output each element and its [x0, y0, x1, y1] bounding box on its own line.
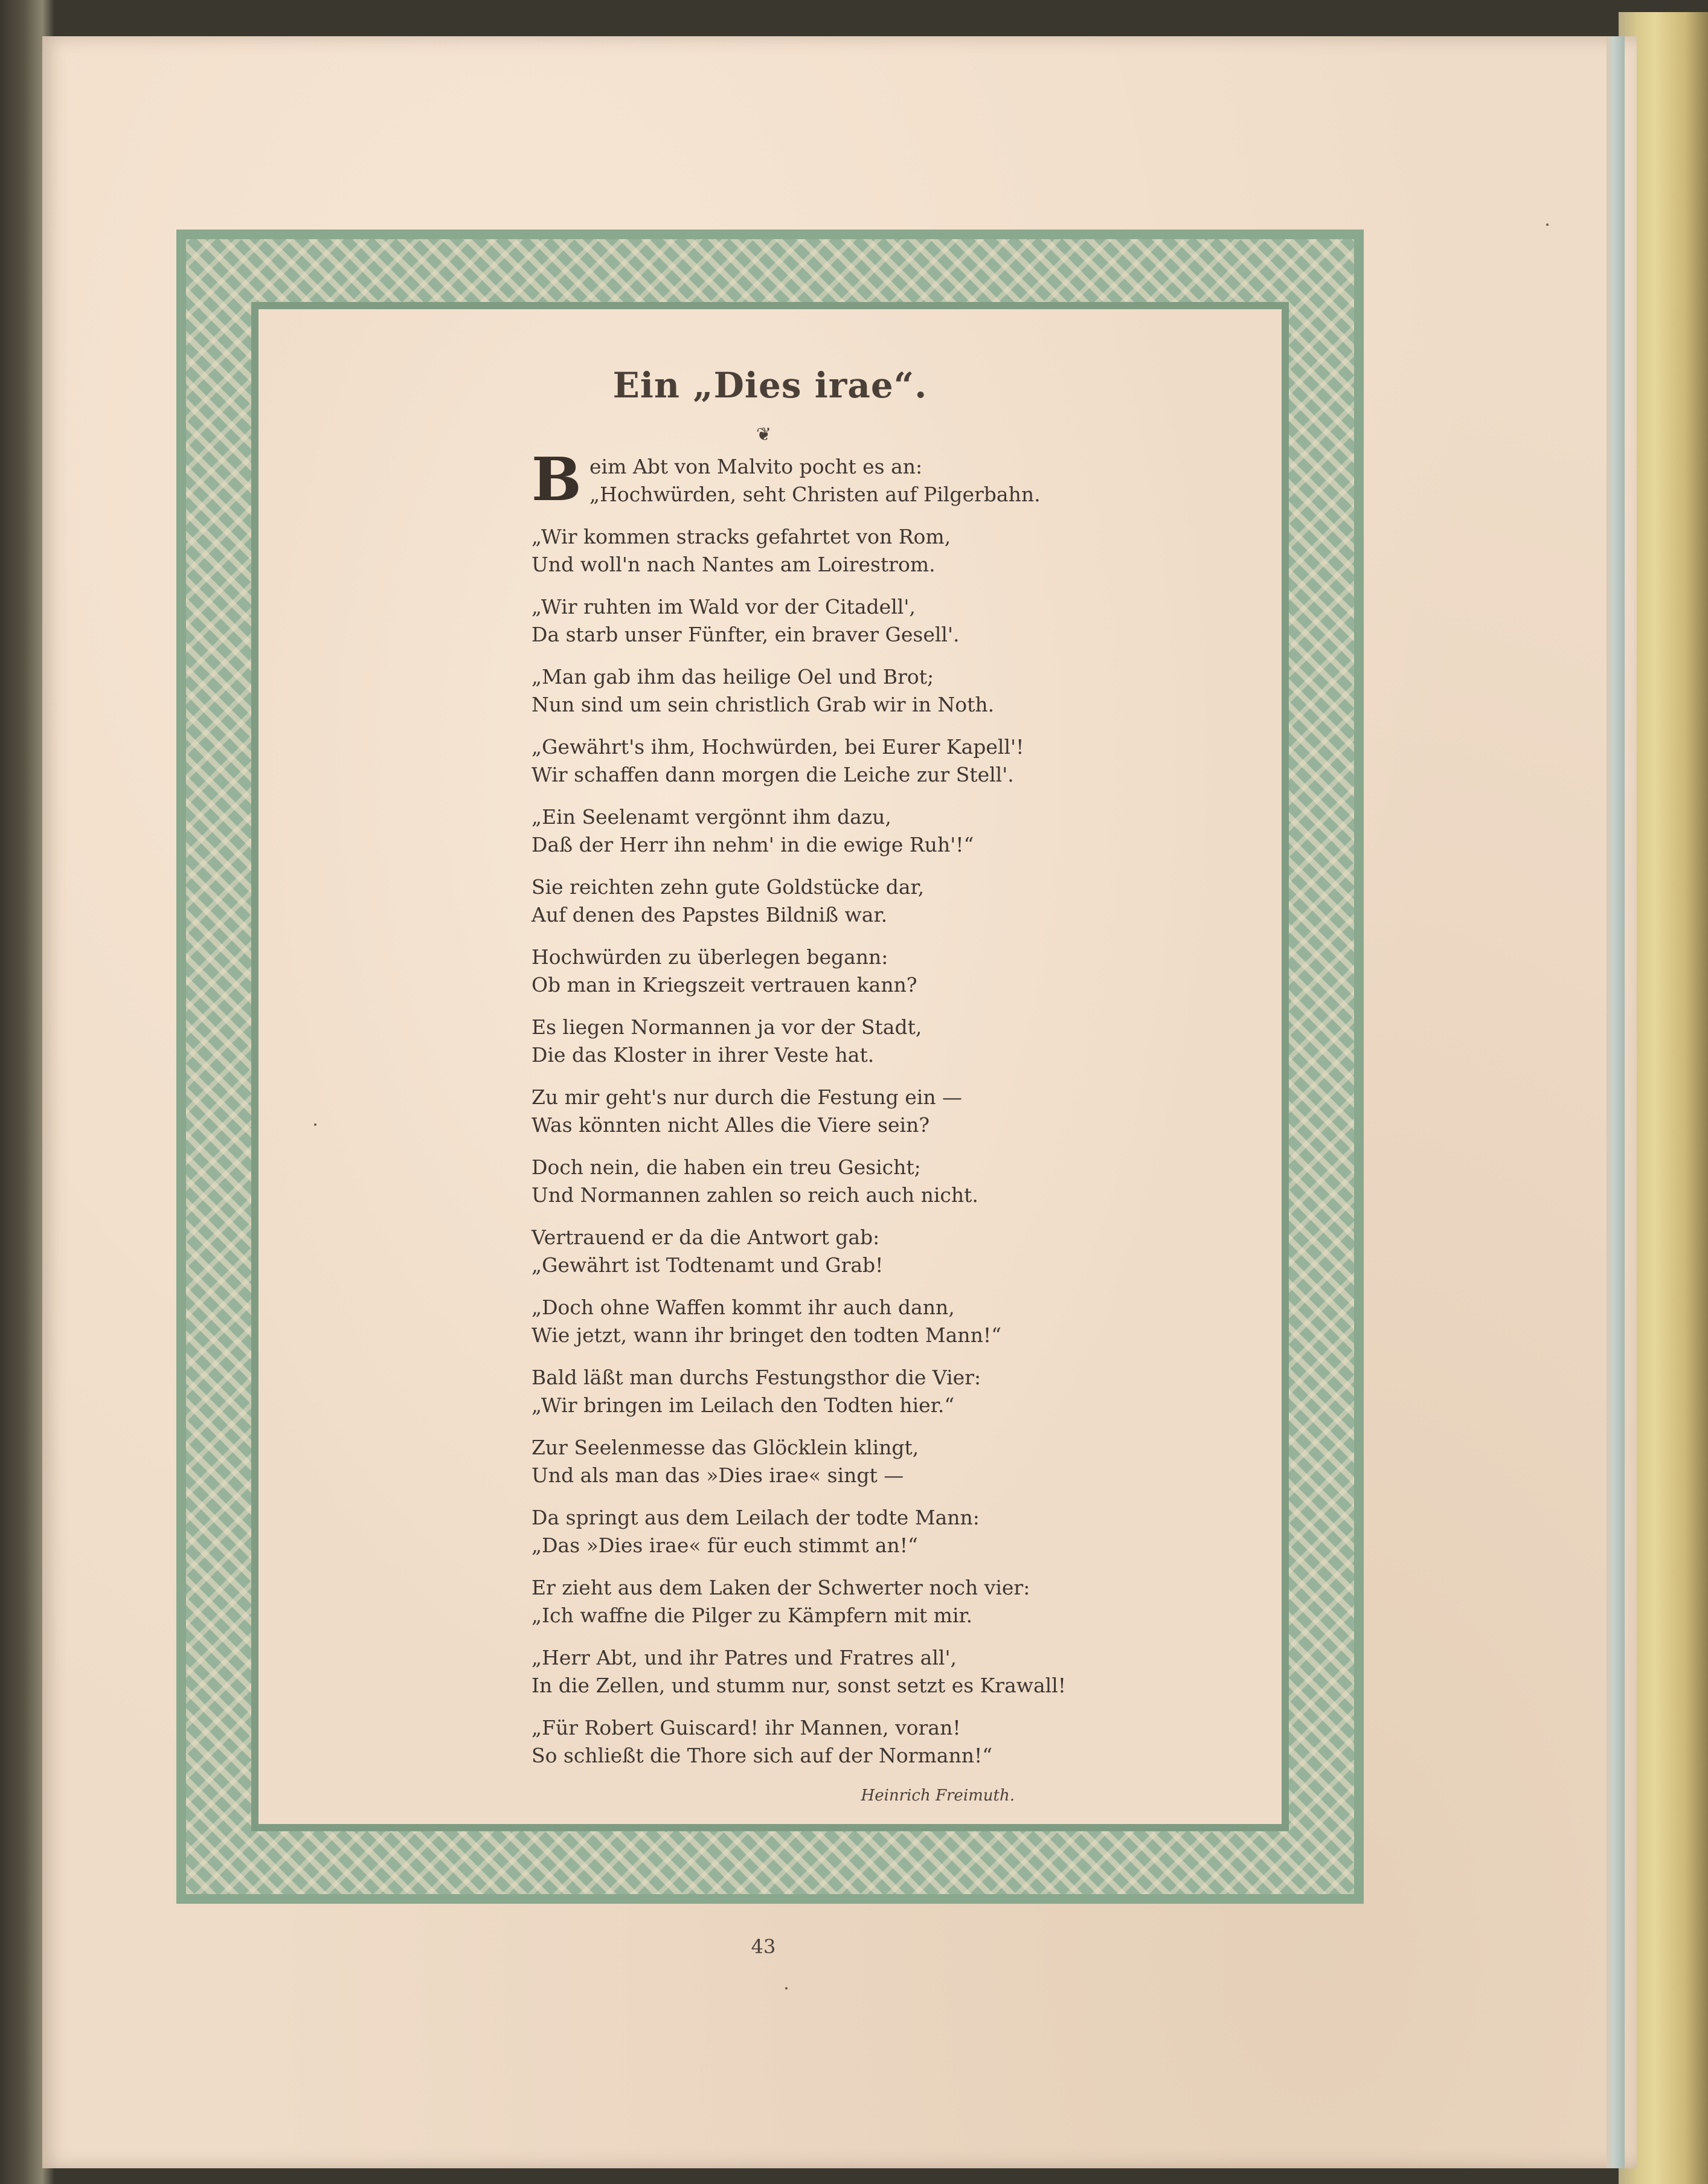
- stanza: [531, 1644, 1075, 1700]
- poem-line: Sie reichten zehn gute Goldstücke dar,: [531, 875, 925, 899]
- stanza: [531, 1504, 1075, 1559]
- poem-line: Die das Kloster in ihrer Veste hat.: [531, 1043, 875, 1067]
- page-number: 43: [751, 1935, 776, 1958]
- paper-spot: [314, 1123, 316, 1126]
- poem-line: „Wir kommen stracks gefahrtet von Rom,: [531, 525, 951, 548]
- poem-line: „Für Robert Guiscard! ihr Mannen, voran!: [531, 1716, 961, 1739]
- poem-line: Was könnten nicht Alles die Viere sein?: [531, 1113, 930, 1137]
- poem-line: „Herr Abt, und ihr Patres und Fratres all',: [531, 1646, 957, 1669]
- poem-line: „Gewährt's ihm, Hochwürden, bei Eurer Kapell'!: [531, 735, 1024, 759]
- poem-line: Ob man in Kriegszeit vertrauen kann?: [531, 973, 917, 997]
- poem-line: „Wir ruhten im Wald vor der Citadell',: [531, 595, 916, 618]
- stanza: [531, 445, 1075, 515]
- poem-line: In die Zellen, und stumm nur, sonst setzt es Krawall!: [531, 1674, 1067, 1697]
- poem-line: Vertrauend er da die Antwort gab:: [531, 1225, 880, 1249]
- poem-title: Ein „Dies irae“.: [612, 365, 928, 406]
- poem-line: „Das »Dies irae« für euch stimmt an!“: [531, 1534, 918, 1557]
- poem-line: Und als man das »Dies irae« singt —: [531, 1463, 904, 1487]
- paper-spot: [1546, 223, 1549, 226]
- poem-line: Hochwürden zu überlegen begann:: [531, 945, 888, 969]
- stanza: [531, 1224, 1075, 1279]
- poem-line: Auf denen des Papstes Bildniß war.: [531, 903, 888, 927]
- poem-line: „Ein Seelenamt vergönnt ihm dazu,: [531, 805, 891, 829]
- poem-line: Er zieht aus dem Laken der Schwerter noch vier:: [531, 1576, 1030, 1599]
- page-stack-edge: [1607, 36, 1625, 2168]
- stanza: [531, 1714, 1075, 1770]
- stanza: [531, 1084, 1075, 1139]
- poem-line: Bald läßt man durchs Festungsthor die Vier:: [531, 1366, 981, 1389]
- poem-line: „Wir bringen im Leilach den Todten hier.“: [531, 1393, 955, 1417]
- poem-line: Daß der Herr ihn nehm' in die ewige Ruh'!“: [531, 833, 974, 856]
- poem-body: [531, 445, 1075, 1784]
- poem-line: Nun sind um sein christlich Grab wir in Noth.: [531, 693, 995, 716]
- stanza: [531, 733, 1075, 789]
- poem-line: Da springt aus dem Leilach der todte Mann:: [531, 1506, 980, 1529]
- poem-line: Zu mir geht's nur durch die Festung ein —: [531, 1085, 963, 1109]
- poem-line: „Ich waffne die Pilger zu Kämpfern mit mir.: [531, 1604, 973, 1627]
- poem-line: Es liegen Normannen ja vor der Stadt,: [531, 1015, 922, 1039]
- stanza: [531, 663, 1075, 719]
- stanza: [531, 1154, 1075, 1209]
- stanza: [531, 943, 1075, 999]
- stanza: [531, 523, 1075, 579]
- paper-spot: [785, 1987, 788, 1990]
- stanza: [531, 1434, 1075, 1489]
- stanza: [531, 873, 1075, 929]
- author-signature: Heinrich Freimuth.: [861, 1787, 1015, 1805]
- stanza: [531, 593, 1075, 649]
- poem-line: Wir schaffen dann morgen die Leiche zur Stell'.: [531, 763, 1014, 786]
- poem-line: „Gewährt ist Todtenamt und Grab!: [531, 1253, 884, 1277]
- poem-line: Wie jetzt, wann ihr bringet den todten Mann!“: [531, 1323, 1001, 1347]
- poem-line: „Doch ohne Waffen kommt ihr auch dann,: [531, 1296, 955, 1319]
- poem-line: So schließt die Thore sich auf der Normann!“: [531, 1744, 993, 1767]
- poem-line: Und woll'n nach Nantes am Loirestrom.: [531, 553, 936, 576]
- poem-line: Zur Seelenmesse das Glöcklein klingt,: [531, 1436, 919, 1459]
- stanza: [531, 1364, 1075, 1419]
- poem-line: „Man gab ihm das heilige Oel und Brot;: [531, 665, 934, 689]
- poem-line: „Hochwürden, seht Christen auf Pilgerbahn.: [589, 483, 1041, 506]
- poem-line: Doch nein, die haben ein treu Gesicht;: [531, 1155, 921, 1179]
- stanza: [531, 1294, 1075, 1349]
- drop-cap: B: [531, 445, 582, 515]
- stanza: [531, 803, 1075, 859]
- fleuron-icon: ❦: [756, 424, 772, 445]
- poem-line: eim Abt von Malvito pocht es an:: [589, 455, 923, 478]
- stanza: [531, 1013, 1075, 1069]
- poem-line: Und Normannen zahlen so reich auch nicht.: [531, 1183, 978, 1207]
- stanza: [531, 1574, 1075, 1630]
- poem-line: Da starb unser Fünfter, ein braver Gesell'.: [531, 623, 960, 646]
